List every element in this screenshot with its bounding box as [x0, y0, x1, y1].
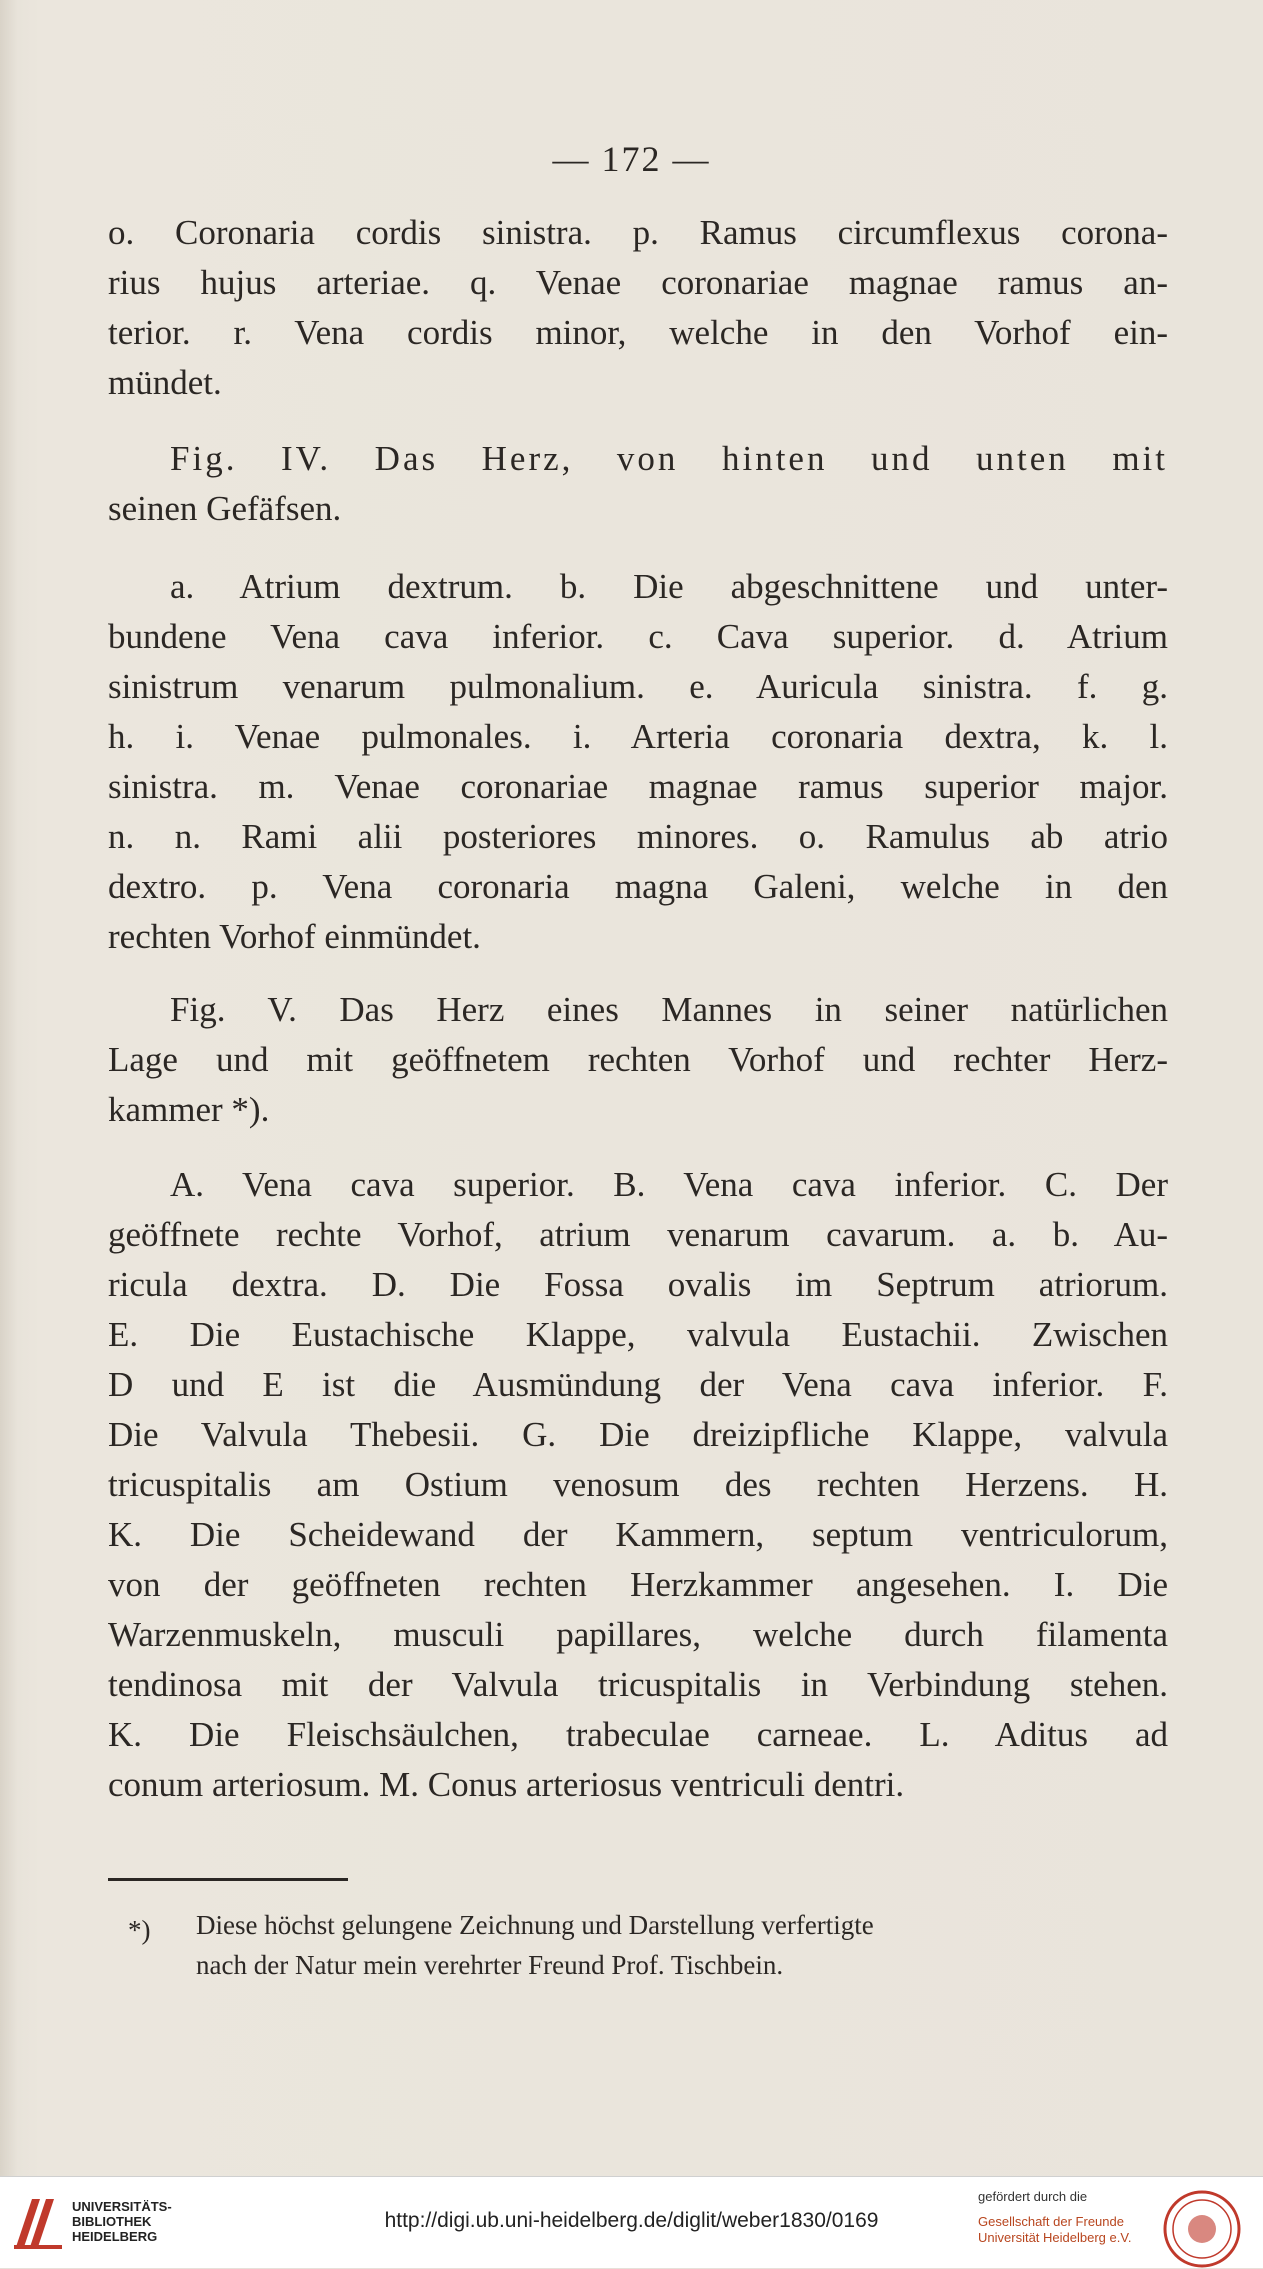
text-line: Fig. V. Das Herz eines Mannes in seiner natürlichen	[170, 990, 1168, 1029]
text-line: seinen Gefäfsen.	[108, 489, 342, 528]
footer-bar	[0, 2176, 1263, 2268]
text-line: E. Die Eustachische Klappe, valvula Eustachii. Zwischen	[108, 1315, 1168, 1354]
text-line: kammer *).	[108, 1090, 270, 1129]
text-line: sinistrum venarum pulmonalium. e. Auricula sinistra. f. g.	[108, 667, 1168, 706]
text-line: n. n. Rami alii posteriores minores. o. Ramulus ab atrio	[108, 817, 1168, 856]
text-line: geöffnete rechte Vorhof, atrium venarum cavarum. a. b. Au-	[108, 1215, 1168, 1254]
library-name: UNIVERSITÄTS- BIBLIOTHEK HEIDELBERG	[72, 2199, 172, 2244]
page-number: — 172 —	[552, 139, 711, 179]
text-line: a. Atrium dextrum. b. Die abgeschnittene und unter-	[170, 567, 1168, 606]
text-line: K. Die Scheidewand der Kammern, septum ventriculorum,	[108, 1515, 1168, 1554]
footnote-line-2: nach der Natur mein verehrter Freund Prof. Tischbein.	[196, 1950, 784, 1980]
text-line: D und E ist die Ausmündung der Vena cava inferior. F.	[108, 1365, 1168, 1404]
text-line: A. Vena cava superior. B. Vena cava inferior. C. Der	[170, 1165, 1168, 1204]
text-line: rechten Vorhof einmündet.	[108, 917, 481, 956]
text-line: Fig. IV. Das Herz, von hinten und unten mit	[170, 439, 1168, 478]
footnote-line-1: Diese höchst gelungene Zeichnung und Darstellung verfertigte	[196, 1910, 874, 1940]
text-line: ricula dextra. D. Die Fossa ovalis im Septrum atriorum.	[108, 1265, 1168, 1304]
page-url[interactable]: http://digi.ub.uni-heidelberg.de/diglit/weber1830/0169	[384, 2209, 879, 2232]
footnote-rule	[108, 1878, 348, 1881]
text-line: Lage und mit geöffnetem rechten Vorhof und rechter Herz-	[108, 1040, 1168, 1079]
text-line: o. Coronaria cordis sinistra. p. Ramus circumflexus corona-	[108, 213, 1168, 252]
footnote-marker: *)	[128, 1915, 151, 1945]
text-line: bundene Vena cava inferior. c. Cava superior. d. Atrium	[108, 617, 1168, 656]
text-line: rius hujus arteriae. q. Venae coronariae magnae ramus an-	[108, 263, 1168, 302]
text-line: von der geöffneten rechten Herzkammer angesehen. I. Die	[108, 1565, 1168, 1604]
text-line: tricuspitalis am Ostium venosum des rechten Herzens. H.	[108, 1465, 1168, 1504]
text-line: mündet.	[108, 363, 222, 402]
sponsor-label: gefördert durch die	[978, 2189, 1088, 2204]
text-line: K. Die Fleischsäulchen, trabeculae carneae. L. Aditus ad	[108, 1715, 1168, 1754]
text-line: dextro. p. Vena coronaria magna Galeni, welche in den	[108, 867, 1168, 906]
sponsor-name: Gesellschaft der Freunde Universität Heidelberg e.V.	[978, 2214, 1132, 2245]
text-line: sinistra. m. Venae coronariae magnae ramus superior major.	[108, 767, 1168, 806]
university-seal-icon	[1162, 2189, 1242, 2269]
text-line: Warzenmuskeln, musculi papillares, welche durch filamenta	[108, 1615, 1168, 1654]
text-line: Die Valvula Thebesii. G. Die dreizipfliche Klappe, valvula	[108, 1415, 1168, 1454]
text-line: conum arteriosum. M. Conus arteriosus ventriculi dentri.	[108, 1765, 905, 1804]
text-line: tendinosa mit der Valvula tricuspitalis in Verbindung stehen.	[108, 1665, 1168, 1704]
text-line: terior. r. Vena cordis minor, welche in den Vorhof ein-	[108, 313, 1168, 352]
text-line: h. i. Venae pulmonales. i. Arteria coronaria dextra, k. l.	[108, 717, 1168, 756]
